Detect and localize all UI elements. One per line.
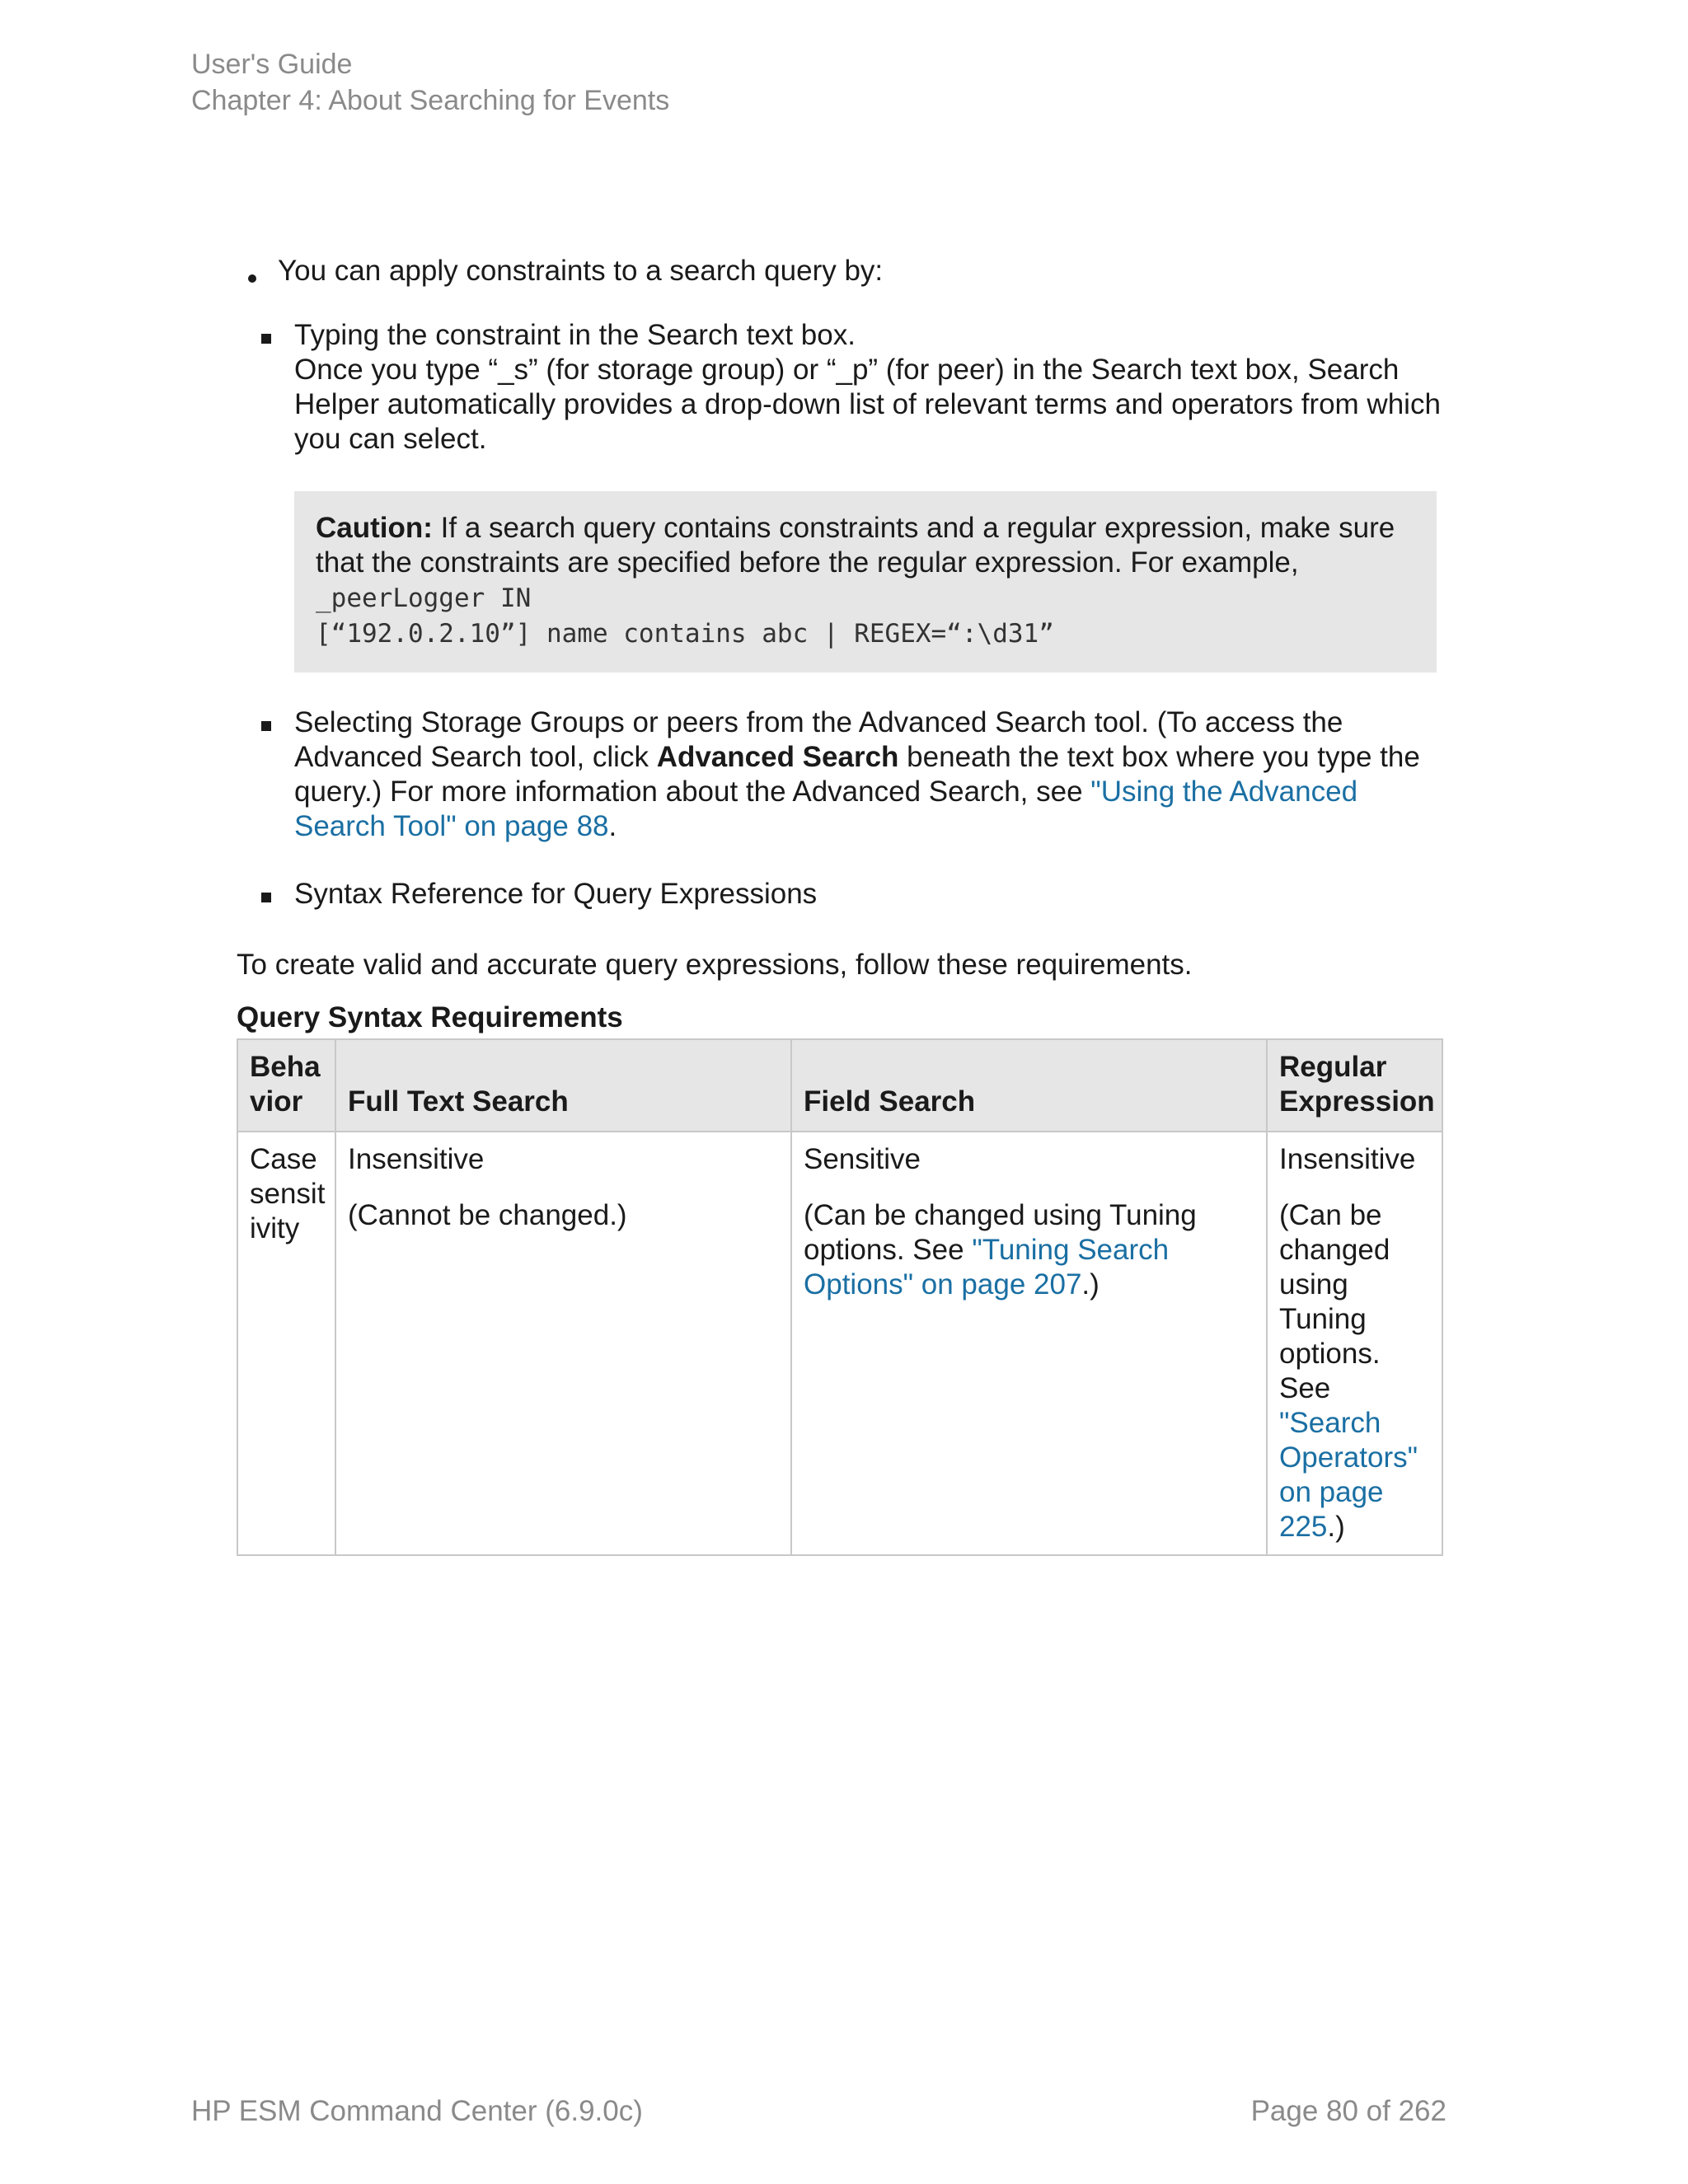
- tuning-search-options-link[interactable]: "Tuning Search Options" on page 207: [804, 1234, 1170, 1301]
- caution-code-2: [“192.0.2.10”] name contains abc | REGEX=“:\d31”: [316, 619, 1054, 649]
- header-guide-title: User's Guide: [191, 49, 353, 80]
- column-header-regex: Regular Expression: [1267, 1039, 1442, 1132]
- sub-bullet-selecting-text-a: Selecting Storage Groups or peers from the Advanced Search tool. (To access the Advanced Search tool, click: [294, 706, 1343, 773]
- cell-behavior: Case sensit ivity: [237, 1132, 335, 1555]
- sub-bullet-syntax-text: Syntax Reference for Query Expressions: [294, 878, 818, 910]
- bullet-constraints: [237, 254, 1447, 288]
- intro-paragraph: To create valid and accurate query expressions, follow these requirements.: [237, 949, 1193, 981]
- cell-field-value: Sensitive: [804, 1143, 921, 1175]
- square-bullet-icon: [261, 334, 271, 344]
- table-header-row: [237, 1039, 1442, 1132]
- sub-bullet-typing: [294, 318, 1447, 673]
- cell-field-end: .): [1081, 1268, 1100, 1301]
- cell-field-note: (Can be changed using Tuning options. See: [804, 1199, 1197, 1266]
- caution-label: Caution:: [316, 512, 433, 544]
- bullet-constraints-text: You can apply constraints to a search query by:: [278, 255, 884, 287]
- query-syntax-table: [237, 1038, 1443, 1556]
- square-bullet-icon: [261, 893, 271, 902]
- cell-full-text-value: Insensitive: [348, 1143, 485, 1175]
- column-header-field: Field Search: [791, 1039, 1267, 1132]
- table-caption: Query Syntax Requirements: [237, 1001, 623, 1033]
- caution-text: If a search query contains constraints and a regular expression, make sure that the constraints are specified before the regular expression. For example,: [316, 512, 1395, 579]
- table-row: [237, 1132, 1442, 1555]
- footer-page-number: Page 80 of 262: [1250, 2095, 1447, 2127]
- sub-bullet-syntax: [294, 877, 1447, 912]
- column-header-full-text: Full Text Search: [335, 1039, 791, 1132]
- caution-box: [294, 491, 1437, 673]
- sub-bullet-selecting: [294, 705, 1447, 844]
- page-content: [237, 254, 1447, 1556]
- caution-code-1: _peerLogger IN: [316, 583, 532, 613]
- cell-full-text-note: (Cannot be changed.): [348, 1199, 627, 1231]
- header-chapter-title: Chapter 4: About Searching for Events: [191, 85, 670, 116]
- running-header: [191, 46, 669, 119]
- square-bullet-icon: [261, 721, 271, 731]
- cell-full-text: [335, 1132, 791, 1555]
- advanced-search-label: Advanced Search: [656, 741, 899, 773]
- cell-field: [791, 1132, 1267, 1555]
- cell-regex: [1267, 1132, 1442, 1555]
- column-header-behavior: Beha vior: [237, 1039, 335, 1132]
- cell-regex-note: (Can be changed using Tuning options. See: [1279, 1199, 1390, 1404]
- search-operators-link[interactable]: "Search Operators" on page 225: [1279, 1407, 1418, 1543]
- sub-bullet-typing-title: Typing the constraint in the Search text box.: [294, 319, 856, 351]
- advanced-search-tool-link[interactable]: "Using the Advanced Search Tool" on page 88: [294, 776, 1358, 842]
- footer-product: HP ESM Command Center (6.9.0c): [191, 2095, 643, 2127]
- sub-bullet-selecting-end: .: [608, 810, 617, 842]
- sub-bullet-typing-body: Once you type “_s” (for storage group) or “_p” (for peer) in the Search text box, Search Helper automatically provides a drop-down list of relevant terms and operators from which you can select.: [294, 354, 1441, 455]
- cell-regex-value: Insensitive: [1279, 1143, 1416, 1175]
- cell-regex-end: .): [1327, 1511, 1345, 1543]
- sub-bullet-selecting-text-b: beneath the text box where you type the query.) For more information about the Advanced Search, see: [294, 741, 1420, 808]
